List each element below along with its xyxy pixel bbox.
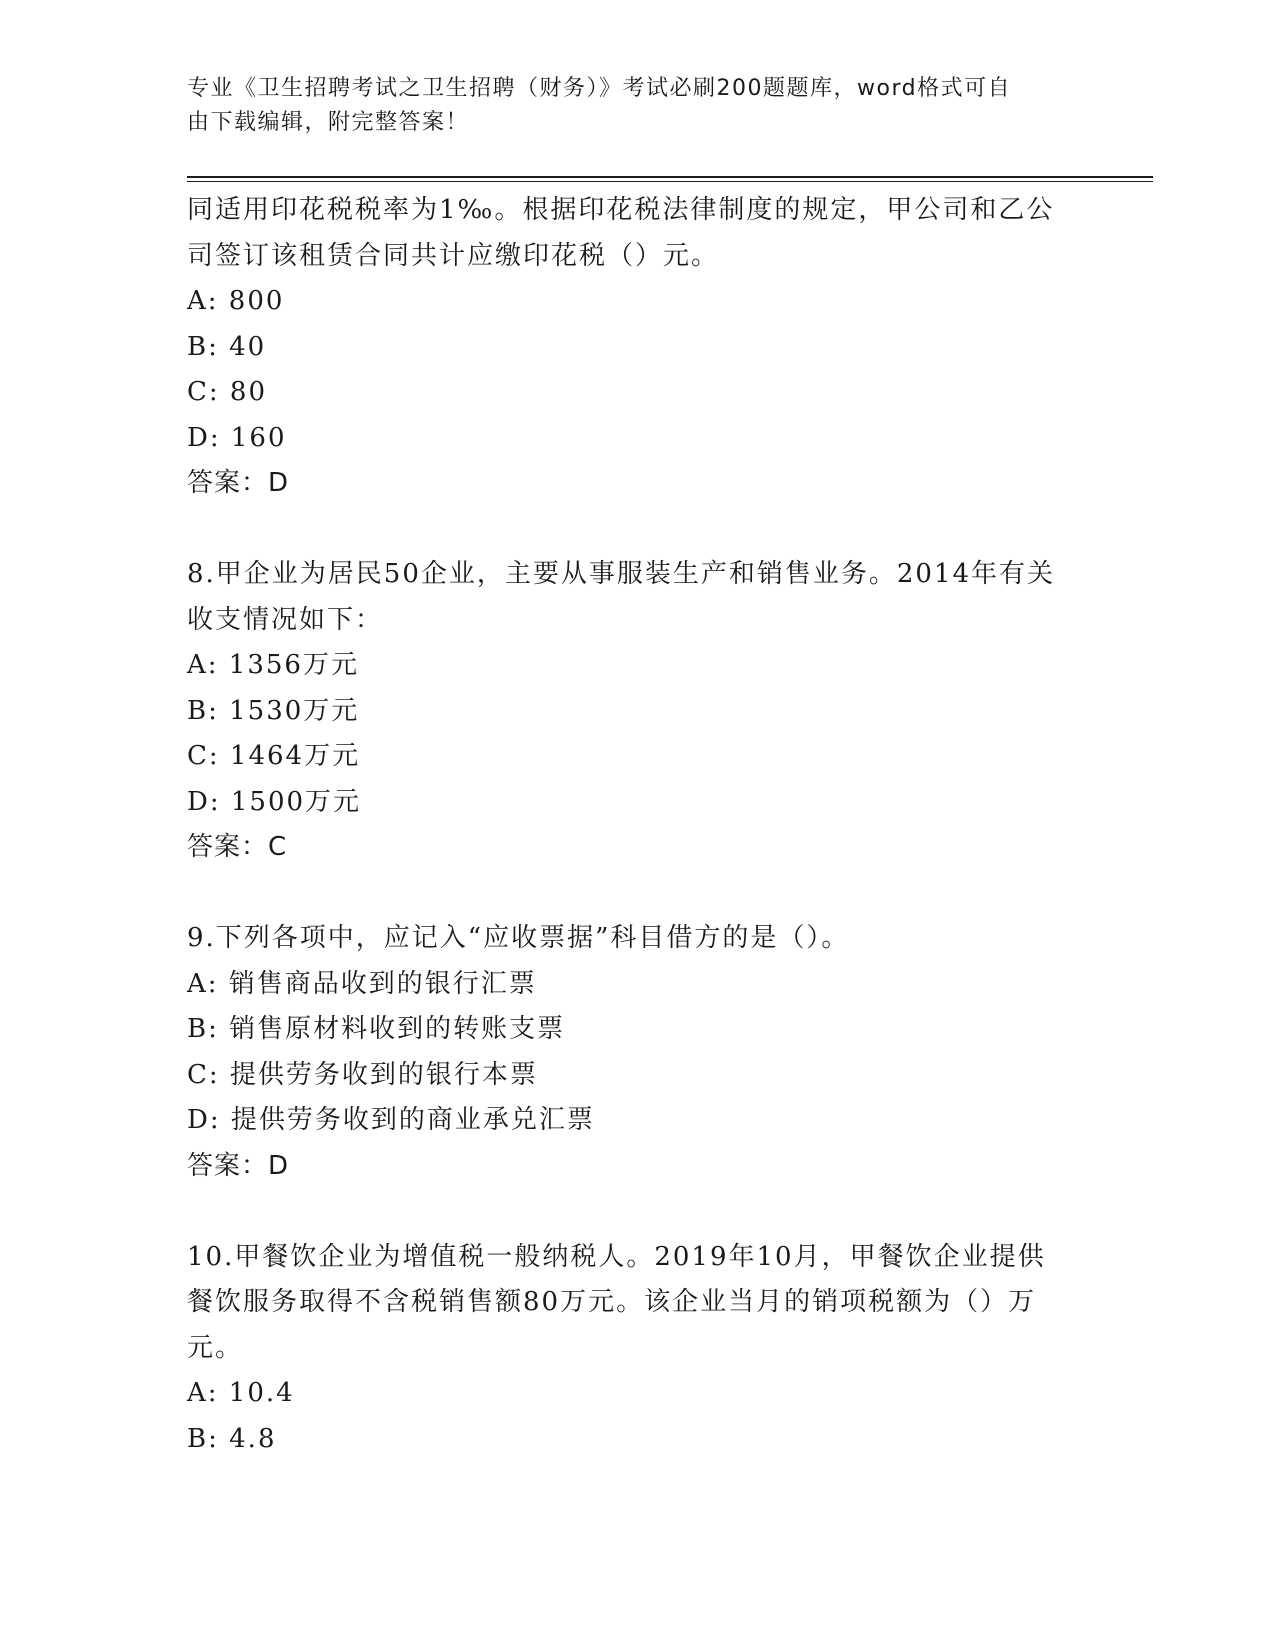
question-stem: 8.甲企业为居民50企业，主要从事服装生产和销售业务。2014年有关 xyxy=(187,559,1056,589)
question-stem: 餐饮服务取得不含税销售额80万元。该企业当月的销项税额为（）万 xyxy=(187,1287,1037,1317)
header-line-2: 由下载编辑，附完整答案！ xyxy=(187,110,470,135)
header-divider-thick xyxy=(187,176,1153,178)
option-a: A: 1356万元 xyxy=(187,650,359,680)
header-divider-thin xyxy=(187,181,1153,182)
question-stem: 同适用印花税税率为1‰。根据印花税法律制度的规定，甲公司和乙公 xyxy=(187,195,1055,225)
question-stem: 10.甲餐饮企业为增值税一般纳税人。2019年10月，甲餐饮企业提供 xyxy=(187,1241,1046,1272)
option-a: A: 10.4 xyxy=(187,1378,295,1408)
option-a: A: 销售商品收到的银行汇票 xyxy=(187,968,537,999)
question-stem: 司签订该租赁合同共计应缴印花税（）元。 xyxy=(187,240,720,271)
answer: 答案：C xyxy=(187,832,288,862)
option-d: D: 1500万元 xyxy=(187,786,362,817)
option-a: A: 800 xyxy=(187,286,285,316)
answer: 答案：D xyxy=(187,1150,290,1181)
question-8 xyxy=(187,552,1087,871)
question-list xyxy=(187,188,1087,1462)
option-c: C: 80 xyxy=(187,377,268,407)
option-d: D: 提供劳务收到的商业承兑汇票 xyxy=(187,1105,595,1135)
spacer xyxy=(187,507,1087,553)
option-c: C: 1464万元 xyxy=(187,741,361,771)
header-line-1: 专业《卫生招聘考试之卫生招聘（财务）》考试必刷200题题库，word格式可自 xyxy=(187,76,1012,101)
question-7 xyxy=(187,188,1087,507)
option-c: C: 提供劳务收到的银行本票 xyxy=(187,1059,538,1090)
question-9 xyxy=(187,916,1087,1189)
answer: 答案：D xyxy=(187,468,290,498)
spacer xyxy=(187,1189,1087,1235)
option-b: B: 40 xyxy=(187,331,267,362)
question-stem: 收支情况如下： xyxy=(187,604,384,635)
option-b: B: 1530万元 xyxy=(187,695,360,726)
document-header xyxy=(187,72,1077,140)
question-10 xyxy=(187,1235,1087,1463)
question-stem: 9.下列各项中，应记入“应收票据”科目借方的是（）。 xyxy=(187,923,850,953)
option-d: D: 160 xyxy=(187,422,287,453)
option-b: B: 4.8 xyxy=(187,1423,277,1454)
option-b: B: 销售原材料收到的转账支票 xyxy=(187,1014,566,1044)
spacer xyxy=(187,871,1087,917)
question-stem: 元。 xyxy=(187,1332,244,1363)
